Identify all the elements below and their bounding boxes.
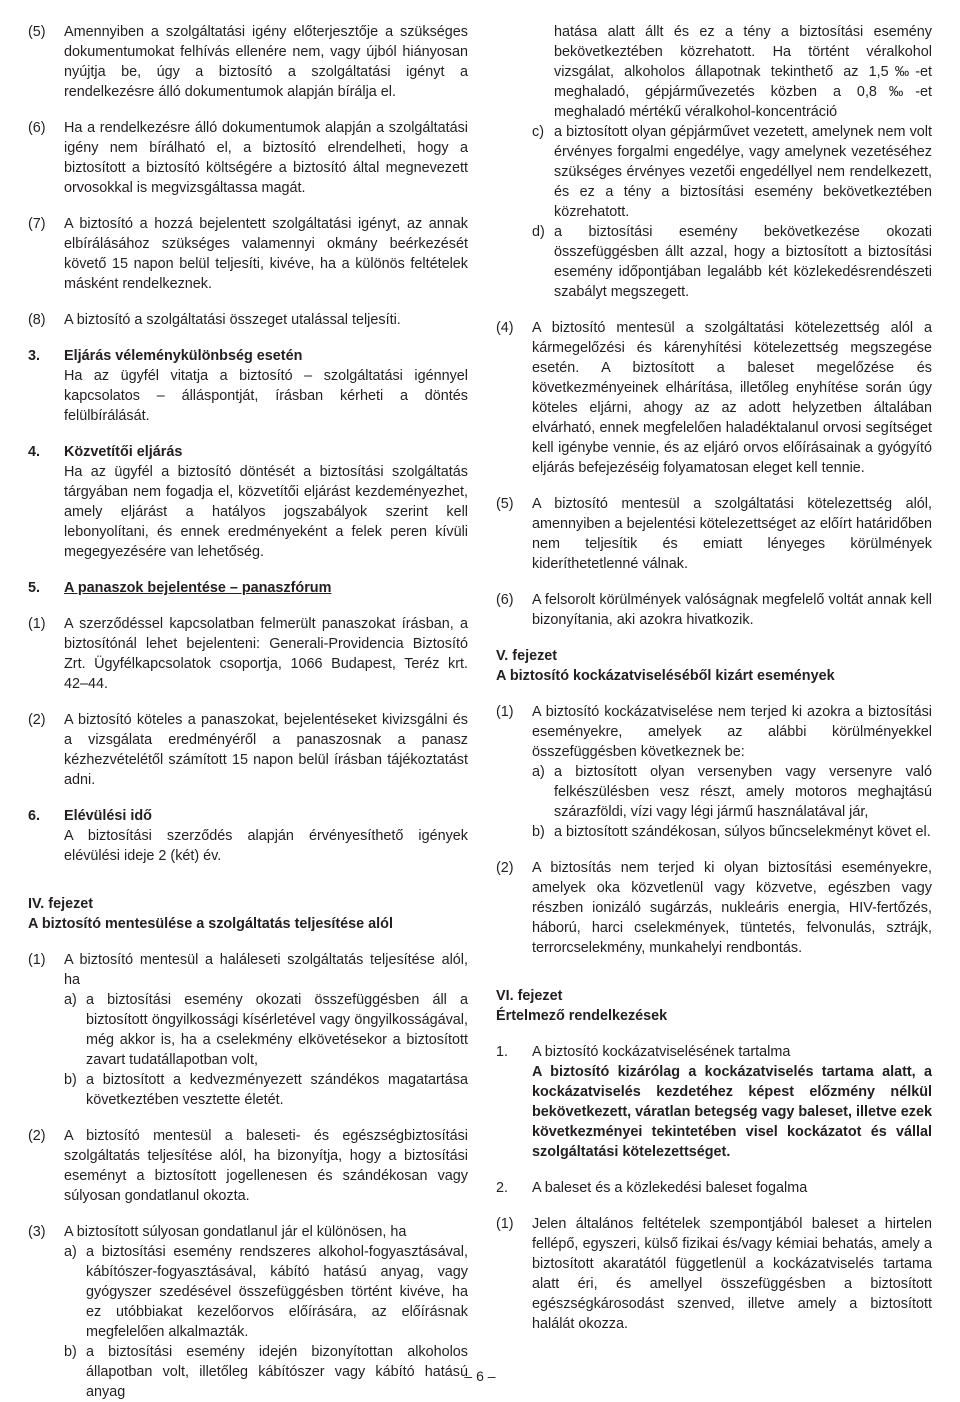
list-item [64,1070,468,1110]
paragraph-number: (2) [28,712,46,728]
definition-1-text: A biztosító kizárólag a kockázatviselés tartama alatt, a kockázatviselés kezdetéhez képest előzmény nélkül bekövetkezett, váratlan betegség vagy baleset, illetve ezek következményei tekintetében visel kockázatot és vállal szolgáltatási kötelezettséget. [532,1064,932,1160]
chapter-5-title: A biztosító kockázatviseléséből kizárt események [496,668,835,684]
section-3-title [28,346,468,366]
list-item [532,222,932,302]
section-5-paragraph-1 [28,614,468,694]
paragraph-number: (1) [496,1216,514,1232]
chapter-4-label: IV. fejezet [28,896,94,912]
section-3-text: Ha az ügyfél vitatja a biztosító – szolgáltatási igénnyel kapcsolatos – álláspontját, írásban kérheti a döntés felülbírálását. [64,368,468,424]
chapter-4-paragraph-2 [28,1126,468,1206]
paragraph-number: (8) [28,312,46,328]
section-6-title [28,806,468,826]
item-letter: c) [532,124,544,140]
item-text: a biztosított olyan versenyben vagy versenyre való felkészülésben vesz részt, amely motoros meghajtású szárazföldi, vízi vagy légi jármű használatával jár, [554,764,932,820]
section-4-title [28,442,468,462]
section-6-text: A biztosítási szerződés alapján érvényesíthető igények elévülési ideje 2 (két) év. [64,828,468,864]
definition-1-title [496,1042,932,1062]
paragraph-number: (2) [496,860,514,876]
paragraph-text: A szerződéssel kapcsolatban felmerült panaszokat írásban, a biztosítónál lehet bejelenteni: Generali-Providencia Biztosító Zrt. Ügyfélkapcsolatok csoportja, 1066 Budapest, Teréz krt. 42–44. [64,616,468,692]
paragraph-number: (7) [28,216,46,232]
section-heading: Közvetítői eljárás [64,444,183,460]
paragraph-text: Amennyiben a szolgáltatási igény előterjesztője a szükséges dokumentumokat felhívás ellenére nem, vagy újból hiányosan nyújtja be, úgy a biztosító a szolgáltatási igényt a rendelkezésre álló dokumentumok alapján bírálja el. [64,24,468,100]
paragraph-text: A biztosított súlyosan gondatlanul jár el különösen, ha [64,1224,407,1240]
paragraph-6 [28,118,468,198]
paragraph-number: (1) [28,616,46,632]
section-heading: A baleset és a közlekedési baleset fogalma [532,1180,808,1196]
chapter-4-paragraph-1 [28,950,468,1110]
list-item [532,122,932,222]
section-number: 1. [496,1044,509,1060]
paragraph-number: (2) [28,1128,46,1144]
paragraph-text: A biztosítás nem terjed ki olyan biztosítási eseményekre, amelyek oka közvetlenül vagy közvetve, egészben vagy részben ionizáló sugárzás, nukleáris energia, HIV-fertőzés, háború, harci cselekmények, tüntetés, felvonulás, sztrájk, terrorcselekmény, munkahelyi rendbontás. [532,860,932,956]
paragraph-number: (1) [28,952,46,968]
section-heading: A biztosító kockázatviselésének tartalma [532,1044,791,1060]
chapter-6-title: Értelmező rendelkezések [496,1008,668,1024]
paragraph-text: A biztosító mentesül a szolgáltatási kötelezettség alól a kármegelőzési és kárenyhítési kötelezettség megszegése esetén. A biztosított a baleset megelőzése és következményeinek elhárítása, illetőleg enyhítése során úgy köteles eljárni, ahogy az az adott helyzetben általában elvárható, ennek megfelelően haladéktalanul orvosi segítséget kell igénybe vennie, és az eljáró orvos előírásainak a gyógyító eljárás befejezéséig folyamatosan eleget kell tennie. [532,320,932,476]
paragraph-text: Ha a rendelkezésre álló dokumentumok alapján a szolgáltatási igény nem bírálható el, a biztosító elrendelheti, hogy a biztosított a biztosító költségére a biztosító által megnevezett orvosokkal is megvizsgáltassa magát. [64,120,468,196]
continued-item-text: hatása alatt állt és ez a tény a biztosítási esemény bekövetkeztében közrehatott. Ha történt véralkohol vizsgálat, alkoholos állapotnak tekinthető az 1,5‰-et meghaladó, gépjárművezetés közben a 0,8‰-et meghaladó mértékű véralkohol-koncentráció [554,24,932,120]
paragraph-number: (3) [28,1224,46,1240]
paragraph-number: (6) [28,120,46,136]
page-number: – 6 – [464,1368,496,1384]
item-letter: a) [532,764,545,780]
chapter-5-paragraph-2 [496,858,932,958]
paragraph-text: A felsorolt körülmények valóságnak megfelelő voltát annak kell bizonyítania, aki azokra hivatkozik. [532,592,932,628]
item-text: a biztosított olyan gépjárművet vezetett, amelynek nem volt érvényes forgalmi engedélye, vagy amelynek vezetéséhez szükséges érvényes vezetői engedéllyel nem rendelkezett, és ez a tény a biztosítási esemény bekövetkeztében közrehatott. [554,124,932,220]
definition-2-title [496,1178,932,1198]
item-text: a biztosított a kedvezményezett szándékos magatartása következtében vesztette életét. [86,1072,468,1108]
paragraph-text: A biztosító mentesül a szolgáltatási kötelezettség alól, amennyiben a bejelentési kötelezettséget az előírt határidőben nem teljesítik és emiatt lényeges körülmények kideríthetetlenné válnak. [532,496,932,572]
item-letter: b) [64,1072,77,1088]
item-text: a biztosítási esemény rendszeres alkohol-fogyasztásával, kábítószer-fogyasztásával, kábító hatású anyag, vagy gyógyszer szedésével összefüggésben történt kivéve, ha ez utóbbiakat kezelőorvos előírására, az előírásnak megfelelően alkalmazták. [86,1244,468,1340]
paragraph-number: (5) [28,24,46,40]
paragraph-text: A biztosító a szolgáltatási összeget utalással teljesíti. [64,312,401,328]
paragraph-number: (6) [496,592,514,608]
section-heading: A panaszok bejelentése – panaszfórum [64,580,332,596]
left-column [28,22,468,1402]
section-number: 4. [28,444,41,460]
chapter-4-paragraph-5 [496,494,932,574]
paragraph-text: A biztosító mentesül a haláleseti szolgáltatás teljesítése alól, ha [64,952,468,988]
section-number: 6. [28,808,41,824]
section-number: 3. [28,348,41,364]
paragraph-text: A biztosító kockázatviselése nem terjed ki azokra a biztosítási eseményekre, amelyek az alábbi körülményekkel összefüggésben következnek be: [532,704,932,760]
item-letter: d) [532,224,545,240]
right-column [496,22,932,1334]
paragraph-text: Jelen általános feltételek szempontjából baleset a hirtelen fellépő, egyszeri, külső fizikai és/vagy kémiai behatás, amely a biztosított akaratától függetlenül a kockázatviselés tartama alatt éri, és amellyel összefüggésben a biztosított egészségkárosodást szenved, illetve amely a biztosított halálát okozza. [532,1216,932,1332]
definition-2-paragraph-1 [496,1214,932,1334]
paragraph-text: A biztosító a hozzá bejelentett szolgáltatási igényt, az annak elbírálásához szükséges valamennyi okmány beérkezését követő 15 napon belül teljesíti, kivéve, ha a különös feltételek másként rendelkeznek. [64,216,468,292]
section-5-paragraph-2 [28,710,468,790]
paragraph-number: (1) [496,704,514,720]
paragraph-text: A biztosító köteles a panaszokat, bejelentéseket kivizsgálni és a vizsgálata eredményéről a panaszosnak a panasz kézhezvételétől számított 15 napon belül írásban tájékoztatást adni. [64,712,468,788]
chapter-5-label: V. fejezet [496,648,558,664]
paragraph-number: (4) [496,320,514,336]
list-item [64,1242,468,1342]
section-4-text: Ha az ügyfél a biztosító döntését a biztosítási szolgáltatás tárgyában nem fogadja el, közvetítői eljárást kezdeményezhet, amely eljárást a hatályos jogszabályok szerint kell lebonyolítani, és ennek eredményeként a felek peren kívüli megegyezésére van lehetőség. [64,464,468,560]
chapter-5-paragraph-1 [496,702,932,842]
list-item [532,762,932,822]
chapter-4-paragraph-4 [496,318,932,478]
list-item [64,990,468,1070]
item-text: a biztosított szándékosan, súlyos bűncselekményt követ el. [554,824,931,840]
paragraph-7 [28,214,468,294]
section-number: 5. [28,580,41,596]
list-item [532,822,932,842]
chapter-6-label: VI. fejezet [496,988,563,1004]
chapter-4-paragraph-6 [496,590,932,630]
paragraph-text: A biztosító mentesül a baleseti- és egészségbiztosítási szolgáltatás teljesítése alól, ha bizonyítja, hogy a biztosítási eseményt a biztosított jogellenesen és szándékosan vagy súlyosan gondatlanul okozta. [64,1128,468,1204]
item-letter: b) [64,1344,77,1360]
chapter-4-title: A biztosító mentesülése a szolgáltatás teljesítése alól [28,916,393,932]
item-letter: b) [532,824,545,840]
paragraph-5 [28,22,468,102]
item-text: a biztosítási esemény okozati összefüggésben áll a biztosított öngyilkossági kísérletével vagy öngyilkosságával, még akkor is, ha a cselekmény elkövetésekor a biztosított zavart tudatállapotban volt, [86,992,468,1068]
item-letter: a) [64,1244,77,1260]
item-text: a biztosítási esemény bekövetkezése okozati összefüggésben állt azzal, hogy a biztosított a biztosítási esemény időpontjában legalább két közlekedésrendészeti szabályt megszegett. [554,224,932,300]
section-heading: Eljárás véleménykülönbség esetén [64,348,303,364]
section-number: 2. [496,1180,509,1196]
section-heading: Elévülési idő [64,808,152,824]
paragraph-8 [28,310,468,330]
section-5-title [28,578,468,598]
paragraph-number: (5) [496,496,514,512]
item-text: a biztosítási esemény idején bizonyítottan alkoholos állapotban volt, illetőleg kábítószer vagy kábító hatású anyag [86,1344,468,1400]
item-letter: a) [64,992,77,1008]
